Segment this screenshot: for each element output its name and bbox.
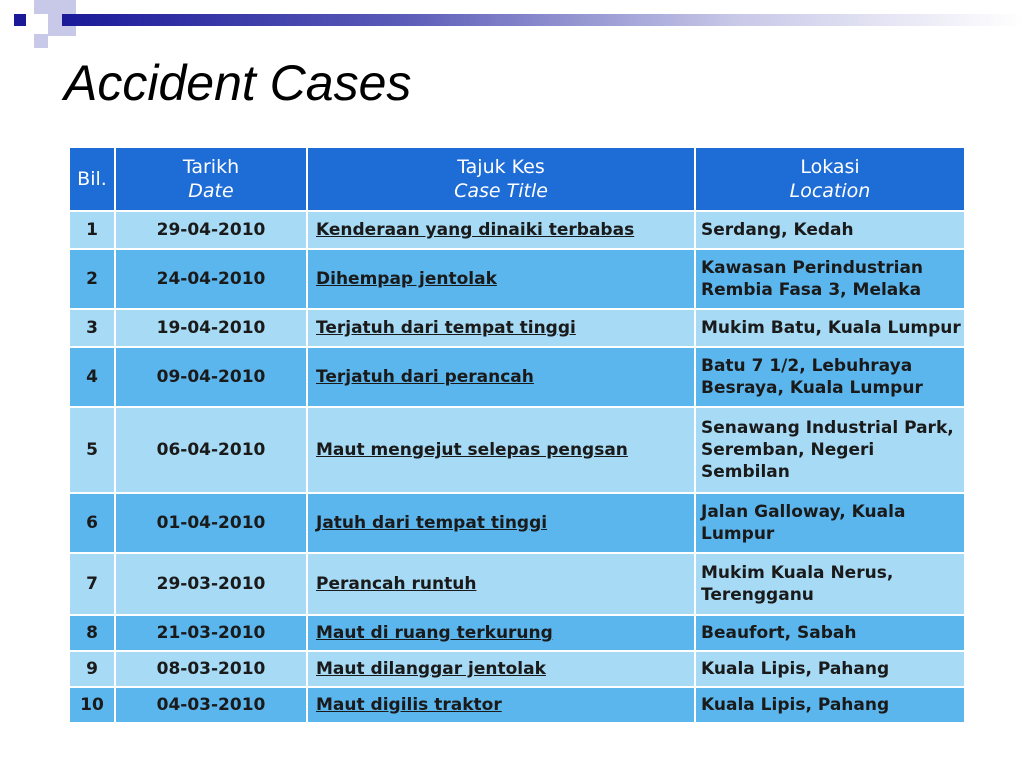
cell-date: 19-04-2010 [115,309,307,347]
cell-date: 21-03-2010 [115,615,307,651]
header-title-ms: Tajuk Kes [457,156,545,178]
header-date-en: Date [188,180,234,202]
decor-square-light [34,0,48,14]
cell-case-title [307,553,695,615]
cell-bil: 8 [69,615,115,651]
cell-location: Mukim Batu, Kuala Lumpur [695,309,965,347]
cell-location: Kuala Lipis, Pahang [695,687,965,723]
table-row [69,347,965,407]
case-title-link[interactable]: Terjatuh dari perancah [316,367,534,387]
decor-square-light [34,34,48,48]
cell-location: Jalan Galloway, Kuala Lumpur [695,493,965,553]
cell-case-title [307,347,695,407]
header-case-title [307,147,695,211]
cell-case-title [307,211,695,249]
header-title-en: Case Title [454,180,548,202]
cell-bil: 1 [69,211,115,249]
table-row [69,615,965,651]
case-title-link[interactable]: Perancah runtuh [316,574,477,594]
cell-date: 29-04-2010 [115,211,307,249]
cell-date: 01-04-2010 [115,493,307,553]
case-title-link[interactable]: Maut digilis traktor [316,695,502,715]
table-row [69,211,965,249]
header-date [115,147,307,211]
cell-case-title [307,309,695,347]
header-gradient-bar [62,14,1024,26]
decor-square-dark [14,14,26,26]
cell-case-title [307,249,695,309]
cell-date: 24-04-2010 [115,249,307,309]
cell-date: 08-03-2010 [115,651,307,687]
cell-case-title [307,687,695,723]
table-row [69,651,965,687]
table-row [69,493,965,553]
cell-location: Batu 7 1/2, Lebuhraya Besraya, Kuala Lumpur [695,347,965,407]
cell-bil: 10 [69,687,115,723]
header-location [695,147,965,211]
cell-date: 04-03-2010 [115,687,307,723]
table-row [69,249,965,309]
cell-bil: 7 [69,553,115,615]
case-title-link[interactable]: Maut mengejut selepas pengsan [316,440,628,460]
case-title-link[interactable]: Dihempap jentolak [316,269,497,289]
case-title-link[interactable]: Jatuh dari tempat tinggi [316,513,548,533]
cell-case-title [307,493,695,553]
cell-location: Senawang Industrial Park, Seremban, Negeri Sembilan [695,407,965,493]
header-loc-en: Location [789,180,871,202]
cell-location: Serdang, Kedah [695,211,965,249]
table-row [69,309,965,347]
cell-bil: 9 [69,651,115,687]
cell-location: Kawasan Perindustrian Rembia Fasa 3, Melaka [695,249,965,309]
header-date-ms: Tarikh [182,156,240,178]
cell-date: 09-04-2010 [115,347,307,407]
cell-bil: 4 [69,347,115,407]
cell-bil: 6 [69,493,115,553]
cell-case-title [307,651,695,687]
cell-date: 06-04-2010 [115,407,307,493]
cell-bil: 5 [69,407,115,493]
cell-case-title [307,615,695,651]
case-title-link[interactable]: Kenderaan yang dinaiki terbabas [316,220,635,240]
cell-bil: 2 [69,249,115,309]
case-title-link[interactable]: Terjatuh dari tempat tinggi [316,318,576,338]
slide-title: Accident Cases [64,55,412,111]
accident-cases-table [68,146,966,724]
cell-case-title [307,407,695,493]
cell-location: Beaufort, Sabah [695,615,965,651]
header-loc-ms: Lokasi [800,156,860,178]
cell-location: Mukim Kuala Nerus, Terengganu [695,553,965,615]
table-row [69,553,965,615]
cell-location: Kuala Lipis, Pahang [695,651,965,687]
case-title-link[interactable]: Maut dilanggar jentolak [316,659,546,679]
case-title-link[interactable]: Maut di ruang terkurung [316,623,553,643]
table-header-row [69,147,965,211]
header-bil: Bil. [69,147,115,211]
table-row [69,407,965,493]
table-row [69,687,965,723]
cell-date: 29-03-2010 [115,553,307,615]
cell-bil: 3 [69,309,115,347]
